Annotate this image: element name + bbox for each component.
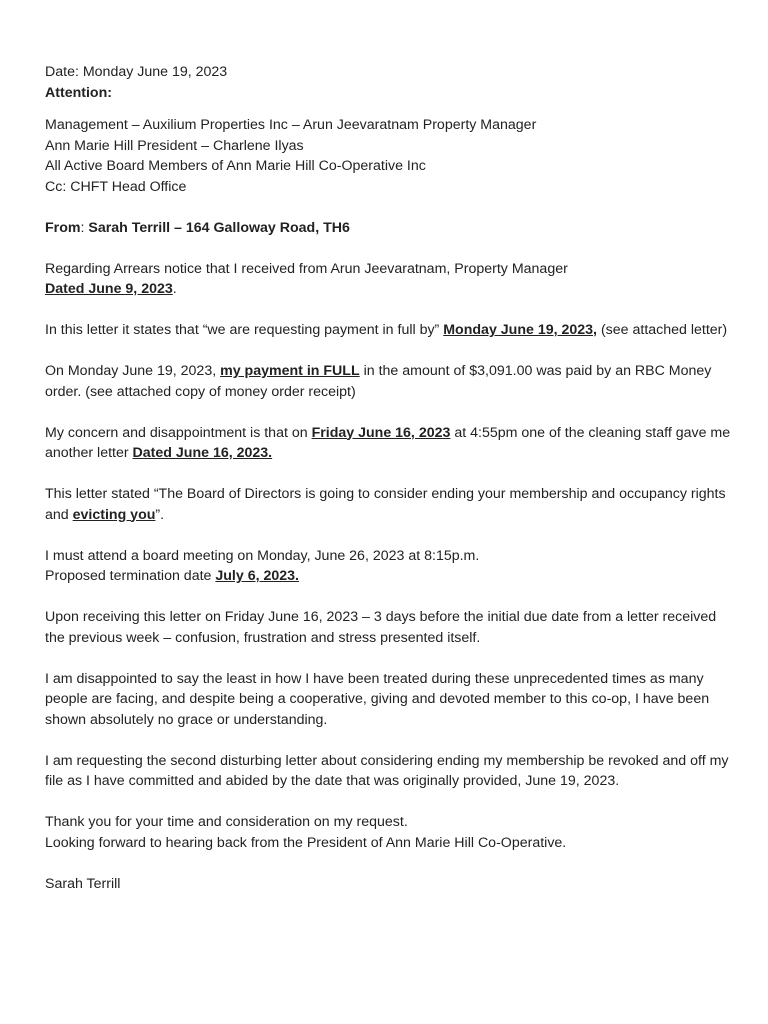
regarding-paragraph xyxy=(45,259,735,300)
signature: Sarah Terrill xyxy=(45,875,121,892)
text-run: On Monday June 19, 2023, xyxy=(45,363,221,379)
from-colon: : xyxy=(80,219,85,236)
regarding-end: . xyxy=(172,281,177,297)
text-run: This letter stated “The Board of Directors is going to consider ending your membership and occupancy rights and xyxy=(45,486,726,523)
recipient-line: All Active Board Members of Ann Marie Hill Co-Operative Inc xyxy=(45,158,426,174)
second-letter-date: Dated June 16, 2023. xyxy=(132,445,273,461)
followup-line: Looking forward to hearing back from the President of Ann Marie Hill Co-Operative. xyxy=(45,834,567,851)
letter-page xyxy=(45,62,735,894)
recipient-line: Management – Auxilium Properties Inc – Arun Jeevaratnam Property Manager xyxy=(45,117,537,133)
text-run: In this letter it states that “we are requesting payment in full by” xyxy=(45,322,444,338)
text-run: at 4:55pm one of the cleaning staff gave me another letter xyxy=(45,424,731,461)
payment-request-paragraph xyxy=(45,320,735,341)
disappointment-paragraph: I am disappointed to say the least in how I have been treated during these unprecedented times as many people are facing, and despite being a cooperative, giving and devoted member to this co-op, I have been shown absolutely no grace or understanding. xyxy=(45,670,710,728)
recipient-line: Ann Marie Hill President – Charlene Ilyas xyxy=(45,137,304,154)
regarding-text: Regarding Arrears notice that I received from Arun Jeevaratnam, Property Manager xyxy=(45,260,568,277)
termination-date: July 6, 2023. xyxy=(215,568,299,584)
attention-label: Attention: xyxy=(45,84,112,101)
thanks-line: Thank you for your time and consideration on my request. xyxy=(45,814,408,830)
due-date: Monday June 19, 2023, xyxy=(443,322,597,338)
meeting-paragraph xyxy=(45,546,735,587)
text-run: in the amount of $3,091.00 was paid by an RBC Money order. (see attached copy of money order receipt) xyxy=(45,363,712,400)
text-run: (see attached letter) xyxy=(597,322,728,338)
payment-paragraph xyxy=(45,361,735,402)
recipients-list xyxy=(45,115,735,197)
payment-emphasis: my payment in FULL xyxy=(220,363,360,379)
date-line: Date: Monday June 19, 2023 xyxy=(45,64,228,80)
regarding-dated: Dated June 9, 2023 xyxy=(45,281,173,297)
eviction-emphasis: evicting you xyxy=(72,506,156,523)
recipient-line: Cc: CHFT Head Office xyxy=(45,178,187,195)
friday-date: Friday June 16, 2023 xyxy=(311,424,451,441)
from-value: Sarah Terrill – 164 Galloway Road, TH6 xyxy=(88,219,350,236)
from-label: From xyxy=(45,219,81,236)
text-run: ”. xyxy=(155,506,165,523)
text-run: Proposed termination date xyxy=(45,568,216,584)
meeting-line: I must attend a board meeting on Monday, June 26, 2023 at 8:15p.m. xyxy=(45,547,480,564)
concern-paragraph xyxy=(45,423,735,464)
text-run: My concern and disappointment is that on xyxy=(45,424,312,441)
receipt-paragraph: Upon receiving this letter on Friday June 16, 2023 – 3 days before the initial due date from a letter received the previous week – confusion, frustration and stress presented itself. xyxy=(45,609,717,646)
request-paragraph: I am requesting the second disturbing letter about considering ending my membership be revoked and off my file as I have committed and abided by the date that was originally provided, June 19, 2023. xyxy=(45,752,729,789)
from-line xyxy=(45,218,735,239)
closing-paragraph xyxy=(45,812,735,853)
eviction-paragraph xyxy=(45,484,735,525)
